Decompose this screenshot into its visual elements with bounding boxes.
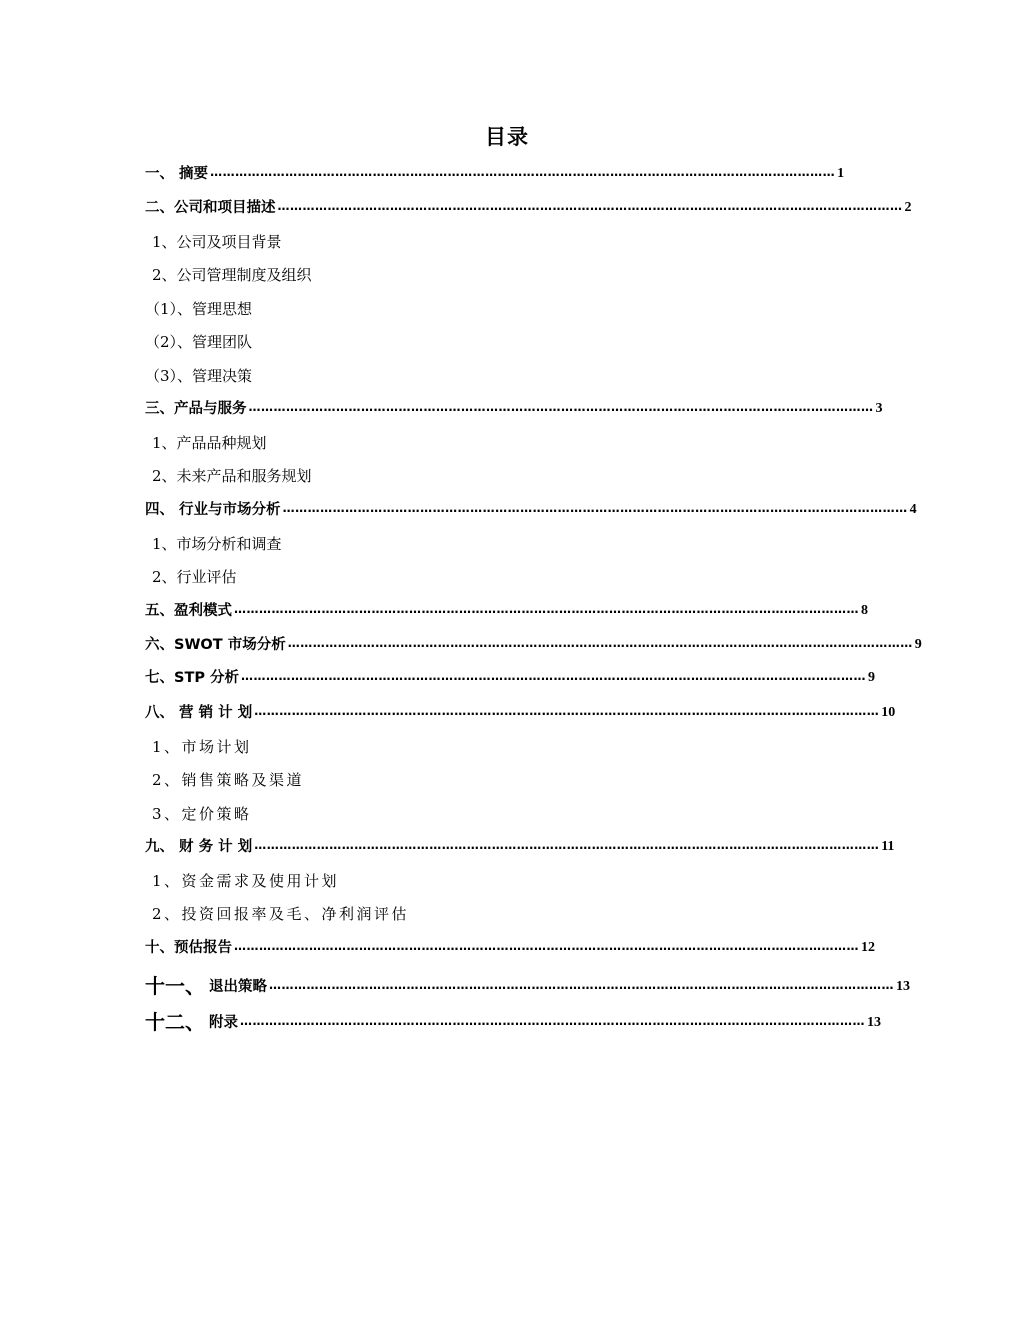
toc-subentry[interactable] [152, 867, 339, 891]
toc-subentry[interactable] [152, 733, 252, 757]
toc-entry-profit-model[interactable] [145, 597, 868, 621]
toc-page-number: 12 [861, 940, 875, 955]
toc-entry-label: 1、市场分析和调查 [152, 535, 282, 553]
toc-subentry[interactable] [145, 295, 252, 319]
dot-leader: …………………………………………………………………………………………………………………………………… [234, 939, 859, 953]
dot-leader: …………………………………………………………………………………………………………………………………… [277, 199, 903, 213]
toc-entry-label: 五、盈利模式 [145, 603, 232, 619]
toc-page-number: 9 [868, 670, 876, 685]
toc-entry-forecast[interactable] [145, 934, 875, 958]
toc-subentry[interactable] [152, 261, 312, 285]
toc-subentry[interactable] [152, 429, 267, 453]
toc-entry-label: （1）、管理思想 [145, 300, 253, 318]
toc-entry-label: 三、产品与服务 [145, 401, 247, 417]
toc-subentry[interactable] [145, 328, 252, 352]
toc-page-number: 2 [904, 200, 912, 215]
toc-subentry[interactable] [152, 900, 409, 924]
toc-entry-label: 2、行业评估 [152, 568, 237, 586]
toc-entry-number: 十二、 [145, 1010, 205, 1034]
toc-entry-label: 1、资金需求及使用计划 [152, 872, 340, 890]
toc-entry-label: 四、 行业与市场分析 [145, 502, 281, 518]
toc-entry-exit[interactable] [145, 969, 910, 998]
toc-entry-label: 1、公司及项目背景 [152, 233, 282, 251]
dot-leader: …………………………………………………………………………………………………………………………………… [241, 669, 867, 683]
toc-entry-label: 2、未来产品和服务规划 [152, 467, 312, 485]
toc-title: 目录 [485, 125, 529, 149]
toc-page-number: 10 [881, 705, 896, 720]
toc-page-number: 13 [867, 1015, 881, 1030]
dot-leader: …………………………………………………………………………………………………………………………………… [210, 165, 836, 179]
toc-page-number: 8 [861, 603, 868, 618]
toc-entry-label: 二、公司和项目描述 [145, 200, 276, 216]
toc-entry-label: 1、产品品种规划 [152, 434, 267, 452]
toc-page-number: 13 [896, 979, 910, 994]
dot-leader: …………………………………………………………………………………………………………………………………… [234, 602, 859, 616]
toc-page-number: 11 [881, 839, 895, 854]
toc-entry-company[interactable] [145, 194, 912, 218]
toc-subentry[interactable] [152, 530, 282, 554]
toc-entry-label: 退出策略 [209, 979, 267, 995]
toc-entry-label: 2、投资回报率及毛、净利润评估 [152, 905, 410, 923]
toc-subentry[interactable] [152, 462, 312, 486]
toc-entry-label: 十、预估报告 [145, 940, 232, 956]
toc-entry-label: 一、 摘要 [145, 166, 209, 182]
dot-leader: …………………………………………………………………………………………………………………………………… [269, 978, 894, 992]
toc-entry-label: 六、SWOT 市场分析 [145, 637, 286, 653]
dot-leader: …………………………………………………………………………………………………………………………………… [287, 636, 913, 650]
toc-subentry[interactable] [152, 228, 282, 252]
toc-subentry[interactable] [152, 800, 252, 824]
toc-page-number: 9 [914, 637, 922, 652]
toc-entry-label: 九、 财 务 计 划 [145, 839, 253, 855]
dot-leader: …………………………………………………………………………………………………………………………………… [248, 400, 874, 414]
toc-entry-label: 3、定价策略 [152, 805, 252, 823]
toc-subentry[interactable] [152, 766, 304, 790]
toc-entry-stp[interactable] [145, 664, 876, 688]
toc-entry-label: 2、公司管理制度及组织 [152, 266, 312, 284]
toc-subentry[interactable] [152, 563, 237, 587]
toc-entry-summary[interactable] [145, 160, 845, 184]
toc-entry-number: 十一、 [145, 974, 205, 998]
toc-page-number: 4 [909, 502, 917, 517]
dot-leader: …………………………………………………………………………………………………………………………………… [240, 1014, 865, 1028]
toc-entry-label: 七、STP 分析 [145, 670, 240, 686]
toc-entry-label: 1、市场计划 [152, 738, 252, 756]
toc-page-number: 1 [837, 166, 845, 181]
toc-subentry[interactable] [145, 362, 252, 386]
toc-entry-industry[interactable] [145, 496, 917, 520]
dot-leader: …………………………………………………………………………………………………………………………………… [282, 501, 908, 515]
toc-entry-products[interactable] [145, 395, 883, 419]
toc-entry-label: 八、 营 销 计 划 [145, 705, 253, 721]
toc-entry-label: 2、销售策略及渠道 [152, 771, 305, 789]
toc-entry-swot[interactable] [145, 631, 922, 655]
dot-leader: …………………………………………………………………………………………………………………………………… [254, 838, 880, 852]
toc-entry-marketing[interactable] [145, 699, 896, 723]
toc-entry-appendix[interactable] [145, 1005, 881, 1034]
dot-leader: …………………………………………………………………………………………………………………………………… [254, 704, 880, 718]
toc-entry-label: （3）、管理决策 [145, 367, 253, 385]
toc-page-number: 3 [875, 401, 883, 416]
toc-entry-finance[interactable] [145, 833, 895, 857]
toc-entry-label: （2）、管理团队 [145, 333, 253, 351]
toc-entry-label: 附录 [209, 1015, 238, 1031]
